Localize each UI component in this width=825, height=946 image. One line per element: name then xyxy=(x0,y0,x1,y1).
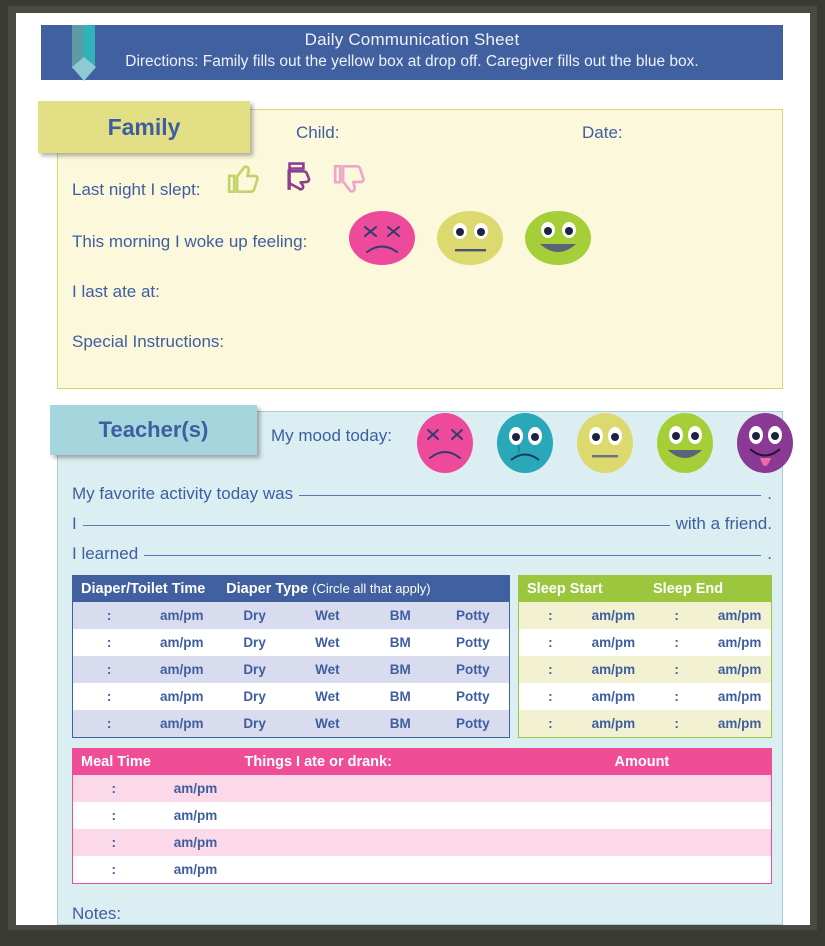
meal-colon[interactable]: : xyxy=(73,802,155,829)
col-meal-time: Meal Time xyxy=(81,754,151,770)
silly-face-icon[interactable] xyxy=(736,412,794,474)
sleep-start-colon[interactable]: : xyxy=(519,602,582,629)
sleep-start-colon[interactable]: : xyxy=(519,683,582,710)
sleep-end-colon[interactable]: : xyxy=(645,710,708,737)
type-dry[interactable]: Dry xyxy=(218,710,291,737)
time-colon[interactable]: : xyxy=(73,710,146,737)
meal-things[interactable] xyxy=(237,775,607,802)
table-row[interactable] xyxy=(519,683,772,710)
table-row[interactable] xyxy=(73,629,510,656)
header-directions: Directions: Family fills out the yellow box at drop off. Caregiver fills out the blue box. xyxy=(125,53,699,70)
col-diaper-time: Diaper/Toilet Time xyxy=(81,581,206,597)
happy-face-icon[interactable] xyxy=(656,412,714,474)
special-instructions-label: Special Instructions: xyxy=(72,332,225,351)
type-dry[interactable]: Dry xyxy=(218,683,291,710)
time-colon[interactable]: : xyxy=(73,683,146,710)
type-potty[interactable]: Potty xyxy=(437,710,510,737)
date-label: Date: xyxy=(582,123,623,142)
time-colon[interactable]: : xyxy=(73,656,146,683)
table-row[interactable] xyxy=(519,710,772,737)
sleep-start-colon[interactable]: : xyxy=(519,656,582,683)
type-bm[interactable]: BM xyxy=(364,656,437,683)
friend-activity-line xyxy=(72,514,772,534)
col-diaper-type xyxy=(218,576,509,603)
tab-family[interactable]: Family xyxy=(38,101,250,153)
time-ampm[interactable]: am/pm xyxy=(145,656,218,683)
type-dry[interactable]: Dry xyxy=(218,629,291,656)
type-potty[interactable]: Potty xyxy=(437,656,510,683)
meal-colon[interactable]: : xyxy=(73,775,155,802)
type-wet[interactable]: Wet xyxy=(291,710,364,737)
time-ampm[interactable]: am/pm xyxy=(145,683,218,710)
sleep-end-ampm[interactable]: am/pm xyxy=(708,629,771,656)
meal-things[interactable] xyxy=(237,802,607,829)
notes-label: Notes: xyxy=(72,904,122,923)
type-potty[interactable]: Potty xyxy=(437,629,510,656)
favorite-activity-period: . xyxy=(767,484,772,503)
sleep-end-ampm[interactable]: am/pm xyxy=(708,683,771,710)
sleep-start-ampm[interactable]: am/pm xyxy=(582,602,645,629)
learned-label: I learned xyxy=(72,544,139,563)
teacher-section xyxy=(57,411,783,925)
sleep-rating-icons xyxy=(226,160,370,198)
sleep-end-ampm[interactable]: am/pm xyxy=(708,710,771,737)
type-wet[interactable]: Wet xyxy=(291,629,364,656)
sleep-start-ampm[interactable]: am/pm xyxy=(582,656,645,683)
thumbs-sideways-icon[interactable] xyxy=(278,160,318,198)
col-diaper-type-note: (Circle all that apply) xyxy=(312,581,431,596)
time-colon[interactable]: : xyxy=(73,602,146,629)
meal-things[interactable] xyxy=(237,829,607,856)
sleep-start-ampm[interactable]: am/pm xyxy=(582,710,645,737)
sleep-start-colon[interactable]: : xyxy=(519,629,582,656)
table-row[interactable] xyxy=(73,802,772,829)
meal-ampm[interactable]: am/pm xyxy=(155,829,237,856)
type-dry[interactable]: Dry xyxy=(218,656,291,683)
meal-amount[interactable] xyxy=(607,829,772,856)
sleep-end-colon[interactable]: : xyxy=(645,602,708,629)
table-row[interactable] xyxy=(73,656,510,683)
meal-amount[interactable] xyxy=(607,856,772,883)
type-bm[interactable]: BM xyxy=(364,710,437,737)
sleep-start-ampm[interactable]: am/pm xyxy=(582,629,645,656)
header-banner xyxy=(41,25,783,80)
thumbs-up-icon[interactable] xyxy=(226,160,264,198)
tab-teacher[interactable]: Teacher(s) xyxy=(50,405,257,455)
page-title: Daily Communication Sheet xyxy=(304,30,520,49)
favorite-activity-line xyxy=(72,484,772,504)
type-potty[interactable]: Potty xyxy=(437,602,510,629)
meal-amount[interactable] xyxy=(607,775,772,802)
meal-ampm[interactable]: am/pm xyxy=(155,775,237,802)
col-amount: Amount xyxy=(614,754,670,770)
meal-ampm[interactable]: am/pm xyxy=(155,856,237,883)
learned-period: . xyxy=(767,544,772,563)
teacher-mood-icons xyxy=(416,412,794,474)
mood-today-label: My mood today: xyxy=(271,426,392,445)
sleep-end-ampm[interactable]: am/pm xyxy=(708,656,771,683)
meal-colon[interactable]: : xyxy=(73,829,155,856)
table-header-row xyxy=(519,576,772,603)
tear-icon xyxy=(518,445,519,453)
type-wet[interactable]: Wet xyxy=(291,602,364,629)
table-row[interactable] xyxy=(73,775,772,802)
favorite-activity-label: My favorite activity today was xyxy=(72,484,294,503)
col-sleep-end: Sleep End xyxy=(653,581,724,597)
neutral-face-icon[interactable] xyxy=(576,412,634,474)
friend-activity-suffix: with a friend. xyxy=(675,514,772,533)
neutral-face-icon[interactable] xyxy=(436,210,504,266)
favorite-activity-input[interactable] xyxy=(299,495,761,496)
time-ampm[interactable]: am/pm xyxy=(145,602,218,629)
type-dry[interactable]: Dry xyxy=(218,602,291,629)
angry-face-icon[interactable] xyxy=(348,210,416,266)
col-sleep-start: Sleep Start xyxy=(527,581,603,597)
sleep-table xyxy=(518,575,772,738)
sleep-end-colon[interactable]: : xyxy=(645,683,708,710)
type-bm[interactable]: BM xyxy=(364,629,437,656)
happy-face-icon[interactable] xyxy=(524,210,592,266)
table-row[interactable] xyxy=(73,683,510,710)
learned-input[interactable] xyxy=(144,555,761,556)
type-wet[interactable]: Wet xyxy=(291,656,364,683)
sad-face-icon[interactable] xyxy=(496,412,554,474)
diaper-toilet-table xyxy=(72,575,510,738)
sleep-end-colon[interactable]: : xyxy=(645,656,708,683)
friend-activity-prefix: I xyxy=(72,514,77,533)
time-ampm[interactable]: am/pm xyxy=(145,710,218,737)
meal-amount[interactable] xyxy=(607,802,772,829)
table-row[interactable] xyxy=(519,656,772,683)
sleep-start-colon[interactable]: : xyxy=(519,710,582,737)
child-label: Child: xyxy=(296,123,340,142)
family-mood-icons xyxy=(348,210,592,266)
table-header-row xyxy=(73,749,772,776)
col-diaper-type-label: Diaper Type xyxy=(226,581,309,597)
type-bm[interactable]: BM xyxy=(364,683,437,710)
table-row[interactable] xyxy=(73,602,510,629)
col-things-ate: Things I ate or drank: xyxy=(244,754,392,770)
table-row[interactable] xyxy=(73,856,772,883)
time-colon[interactable]: : xyxy=(73,629,146,656)
table-row[interactable] xyxy=(73,710,510,737)
learned-line xyxy=(72,544,772,564)
worksheet-page xyxy=(16,13,810,925)
slept-label: Last night I slept: xyxy=(72,180,201,199)
sleep-start-ampm[interactable]: am/pm xyxy=(582,683,645,710)
type-bm[interactable]: BM xyxy=(364,602,437,629)
table-header-row xyxy=(73,576,510,603)
meal-colon[interactable]: : xyxy=(73,856,155,883)
friend-activity-input[interactable] xyxy=(83,525,670,526)
meal-things[interactable] xyxy=(237,856,607,883)
meal-table xyxy=(72,748,772,884)
woke-feeling-label: This morning I woke up feeling: xyxy=(72,232,308,251)
table-row[interactable] xyxy=(519,629,772,656)
last-ate-label: I last ate at: xyxy=(72,282,160,301)
type-wet[interactable]: Wet xyxy=(291,683,364,710)
time-ampm[interactable]: am/pm xyxy=(145,629,218,656)
angry-face-icon[interactable] xyxy=(416,412,474,474)
table-row[interactable] xyxy=(519,602,772,629)
table-row[interactable] xyxy=(73,829,772,856)
sleep-end-ampm[interactable]: am/pm xyxy=(708,602,771,629)
type-potty[interactable]: Potty xyxy=(437,683,510,710)
sleep-end-colon[interactable]: : xyxy=(645,629,708,656)
thumbs-down-icon[interactable] xyxy=(332,160,370,198)
meal-ampm[interactable]: am/pm xyxy=(155,802,237,829)
